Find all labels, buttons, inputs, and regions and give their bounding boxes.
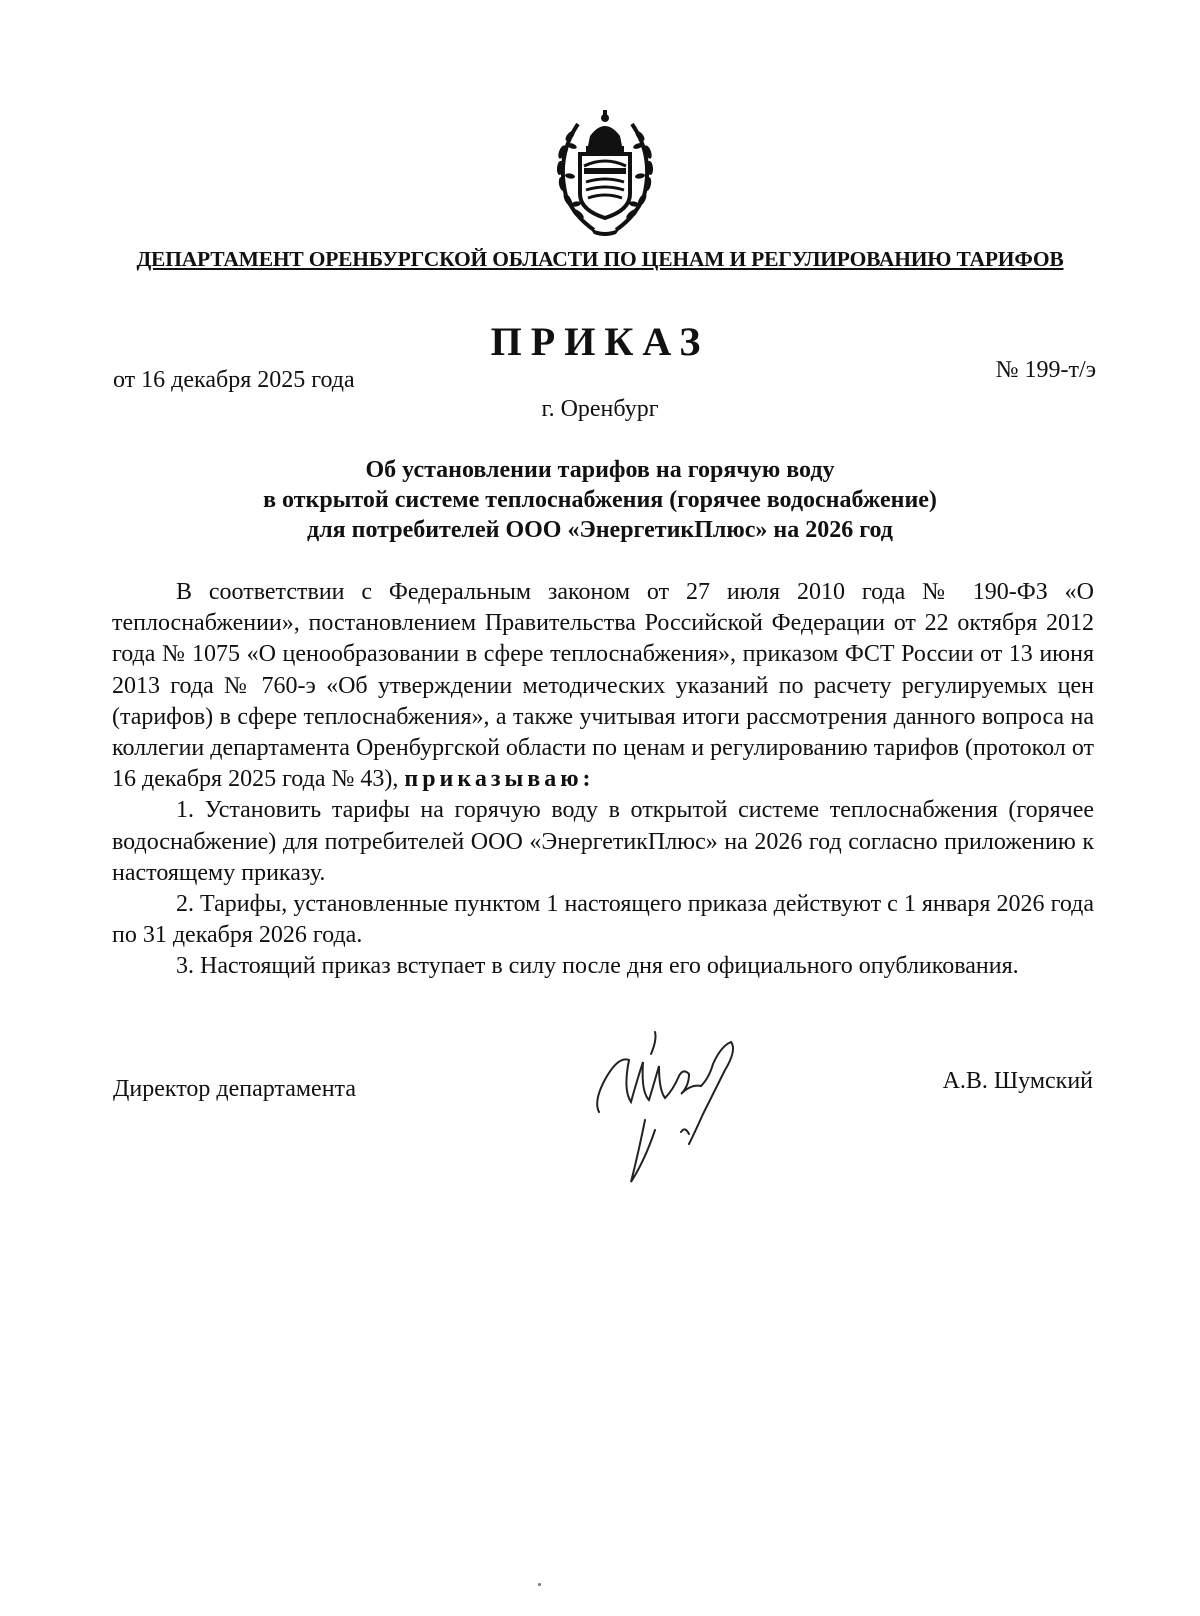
signatory-title: Директор департамента (113, 1076, 356, 1102)
subject-line-1: Об установлении тарифов на горячую воду (365, 457, 835, 483)
handwritten-signature (585, 1020, 770, 1195)
preamble-paragraph (112, 577, 1094, 795)
order-word: приказываю: (404, 766, 595, 793)
order-item-1: 1. Установить тарифы на горячую воду в открытой системе теплоснабжения (горячее водоснабжение) для потребителей ООО «ЭнергетикПлюс» на 2026 год согласно приложению к настоящему приказу. (112, 797, 1094, 886)
document-date: от 16 декабря 2025 года (113, 367, 355, 393)
department-name: ДЕПАРТАМЕНТ ОРЕНБУРГСКОЙ ОБЛАСТИ ПО ЦЕНАМ И РЕГУЛИРОВАНИЮ ТАРИФОВ (136, 247, 1064, 271)
document-type-title: ПРИКАЗ (490, 319, 710, 364)
document-body (112, 577, 1094, 983)
preamble-text: В соответствии с Федеральным законом от 27 июля 2010 года № 190-ФЗ «О теплоснабжении», постановлением Правительства Российской Федерации от 22 октября 2012 года № 1075 «О ценообразовании в сфере теплоснабжения», приказом ФСТ России от 13 июня 2013 года № 760-э «Об утверждении методических указаний по расчету регулируемых цен (тарифов) в сфере теплоснабжения», а также учитывая итоги рассмотрения данного вопроса на коллегии департамента Оренбургской области по ценам и регулированию тарифов (протокол от 16 декабря 2025 года № 43), (112, 579, 1094, 793)
document-city: г. Оренбург (541, 396, 659, 422)
coat-of-arms-icon (550, 106, 660, 238)
document-number: № 199-т/э (995, 357, 1096, 383)
subject-line-3: для потребителей ООО «ЭнергетикПлюс» на 2026 год (307, 517, 893, 543)
scan-artifact-dot (538, 1583, 541, 1586)
subject-line-2: в открытой системе теплоснабжения (горячее водоснабжение) (263, 487, 937, 513)
document-subject (0, 455, 1200, 545)
order-item-3: 3. Настоящий приказ вступает в силу после дня его официального опубликования. (176, 953, 1019, 980)
order-item-2: 2. Тарифы, установленные пунктом 1 настоящего приказа действуют с 1 января 2026 года по 31 декабря 2026 года. (112, 891, 1094, 949)
signatory-name: А.В. Шумский (942, 1068, 1093, 1094)
